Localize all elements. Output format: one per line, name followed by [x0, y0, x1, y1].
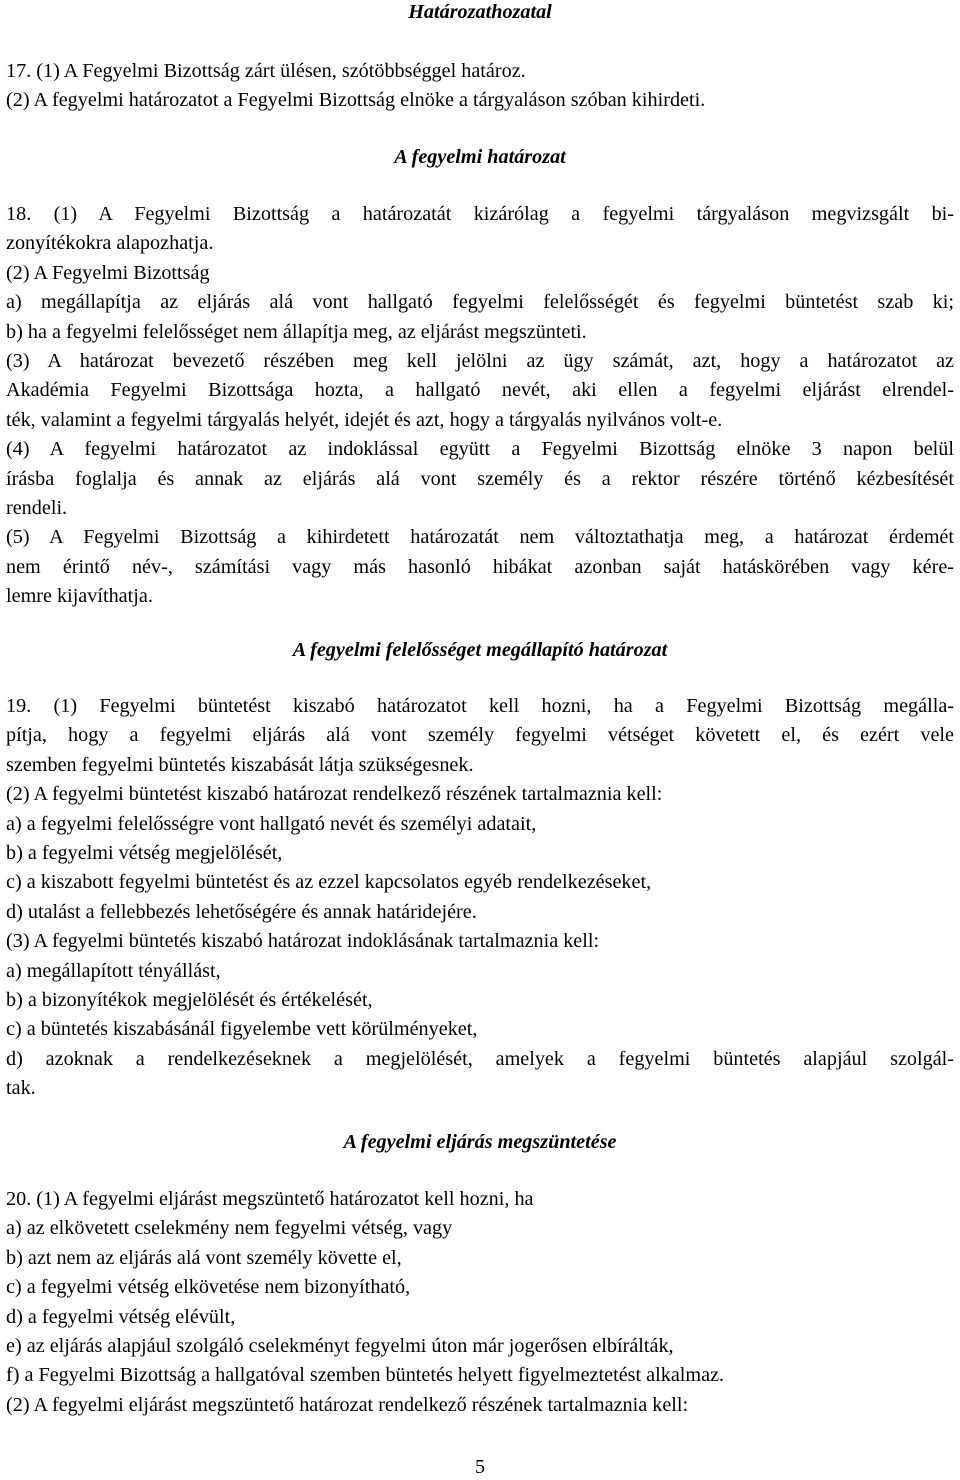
text-line: a) megállapított tényállást, — [6, 959, 221, 982]
text-line: d) azoknak a rendelkezéseknek a megjelölését, amelyek a fegyelmi büntetés alapjául szolgál- — [6, 1047, 954, 1070]
paragraph-17 — [6, 57, 954, 116]
text-line: (3) A határozat bevezető részében meg kell jelölni az ügy számát, azt, hogy a határozatot az — [6, 350, 954, 373]
text-line: a) az elkövetett cselekmény nem fegyelmi vétség, vagy — [6, 1217, 453, 1240]
text-line: (5) A Fegyelmi Bizottság a kihirdetett határozatát nem változtathatja meg, a határozat érdemét — [6, 526, 954, 549]
text-line: 17. (1) A Fegyelmi Bizottság zárt ülésen, szótöbbséggel határoz. — [6, 60, 526, 82]
section-heading-felelosseg-megallapito — [6, 638, 954, 662]
section-heading-hatarozathozatal — [6, 0, 954, 24]
section-heading-eljaras-megszuntetese — [6, 1130, 954, 1154]
text-line: c) a fegyelmi vétség elkövetése nem bizonyítható, — [6, 1276, 411, 1299]
text-line: pítja, hogy a fegyelmi eljárás alá vont személy fegyelmi vétséget követett el, és ezért vele — [6, 724, 954, 747]
text-line: (2) A Fegyelmi Bizottság — [6, 261, 210, 284]
section-title: A fegyelmi felelősséget megállapító határozat — [292, 639, 668, 661]
paragraph-18 — [6, 200, 954, 612]
text-line: 20. (1) A fegyelmi eljárást megszüntető határozatot kell hozni, ha — [6, 1188, 534, 1210]
paragraph-20 — [6, 1185, 954, 1420]
section-title: Határozathozatal — [408, 1, 552, 23]
text-line: b) ha a fegyelmi felelősséget nem állapítja meg, az eljárást megszünteti. — [6, 320, 587, 343]
text-line: a) megállapítja az eljárás alá vont hallgató fegyelmi felelősségét és fegyelmi büntetést szab ki; — [6, 291, 954, 314]
text-line: (2) A fegyelmi határozatot a Fegyelmi Bizottság elnöke a tárgyaláson szóban kihirdeti. — [6, 89, 706, 112]
section-title: A fegyelmi eljárás megszüntetése — [343, 1131, 617, 1153]
section-heading-fegyelmi-hatarozat — [6, 145, 954, 169]
text-line: d) utalást a fellebbezés lehetőségére és annak határidejére. — [6, 900, 477, 923]
text-line: e) az eljárás alapjául szolgáló cselekményt fegyelmi úton már jogerősen elbírálták, — [6, 1335, 674, 1358]
text-line: ték, valamint a fegyelmi tárgyalás helyét, idejét és azt, hogy a tárgyalás nyilvános volt-e. — [6, 408, 723, 431]
text-line: (2) A fegyelmi büntetést kiszabó határozat rendelkező részének tartalmaznia kell: — [6, 783, 663, 806]
text-line: b) a fegyelmi vétség megjelölését, — [6, 842, 283, 865]
text-line: 18. (1) A Fegyelmi Bizottság a határozatát kizárólag a fegyelmi tárgyaláson megvizsgált bi- — [6, 203, 954, 225]
text-line: f) a Fegyelmi Bizottság a hallgatóval szemben büntetés helyett figyelmeztetést alkalmaz. — [6, 1364, 725, 1387]
text-line: (3) A fegyelmi büntetés kiszabó határozat indoklásának tartalmaznia kell: — [6, 930, 600, 953]
text-line: szemben fegyelmi büntetés kiszabását látja szükségesnek. — [6, 753, 474, 776]
page-number: 5 — [474, 1456, 486, 1478]
paragraph-19 — [6, 692, 954, 1104]
section-title: A fegyelmi határozat — [394, 146, 566, 168]
text-line: zonyítékokra alapozhatja. — [6, 232, 214, 255]
text-line: 19. (1) Fegyelmi büntetést kiszabó határozatot kell hozni, ha a Fegyelmi Bizottság megálla- — [6, 695, 954, 717]
text-line: nem érintő név-, számítási vagy más hasonló hibákat azonban saját hatáskörében vagy kére- — [6, 555, 954, 578]
text-line: c) a büntetés kiszabásánál figyelembe vett körülményeket, — [6, 1018, 478, 1041]
text-line: lemre kijavíthatja. — [6, 585, 153, 608]
text-line: b) a bizonyítékok megjelölését és értékelését, — [6, 989, 373, 1012]
text-line: írásba foglalja és annak az eljárás alá vont személy és a rektor részére történő kézbesítését — [6, 467, 954, 490]
text-line: tak. — [6, 1077, 36, 1100]
text-line: b) azt nem az eljárás alá vont személy követte el, — [6, 1246, 402, 1269]
text-line: rendeli. — [6, 497, 68, 520]
text-line: a) a fegyelmi felelősségre vont hallgató nevét és személyi adatait, — [6, 812, 537, 835]
text-line: (2) A fegyelmi eljárást megszüntető határozat rendelkező részének tartalmaznia kell: — [6, 1393, 689, 1416]
text-line: d) a fegyelmi vétség elévült, — [6, 1305, 236, 1328]
text-line: (4) A fegyelmi határozatot az indoklással együtt a Fegyelmi Bizottság elnöke 3 napon belül — [6, 438, 954, 461]
text-line: Akadémia Fegyelmi Bizottsága hozta, a hallgató nevét, aki ellen a fegyelmi eljárást elrendel- — [6, 379, 954, 402]
text-line: c) a kiszabott fegyelmi büntetést és az ezzel kapcsolatos egyéb rendelkezéseket, — [6, 871, 652, 894]
